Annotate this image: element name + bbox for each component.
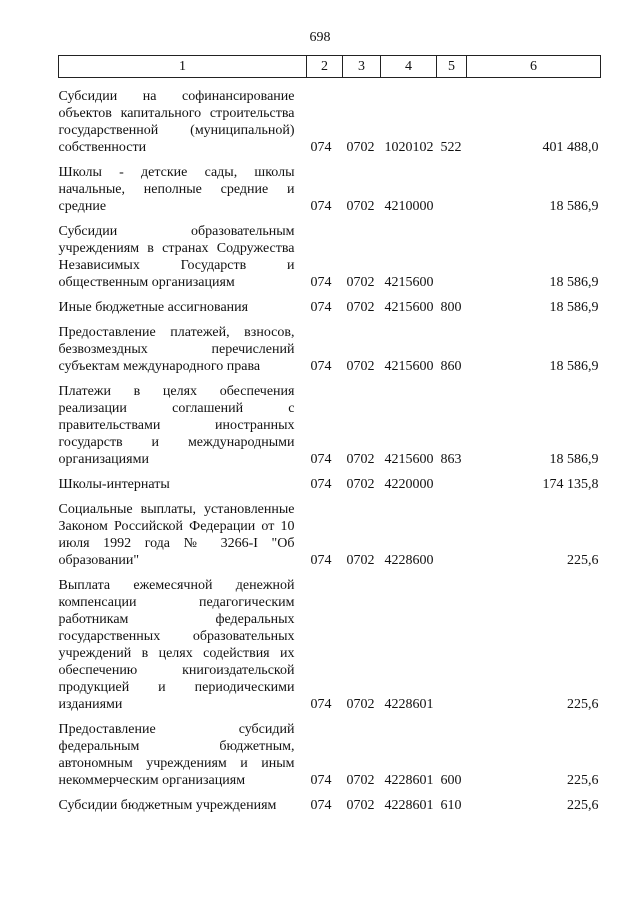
- row-amount: 401 488,0: [542, 140, 599, 155]
- row-amount: 18 586,9: [549, 275, 599, 290]
- row-amount: 18 586,9: [549, 452, 599, 467]
- row-name: Субсидии бюджетным учреждениям: [58, 798, 277, 813]
- row-name: Школы-интернаты: [58, 477, 170, 492]
- row-amount: 174 135,8: [542, 477, 599, 492]
- row-target-code: 4228601: [384, 697, 434, 712]
- row-target-code: 4228600: [384, 553, 434, 568]
- row-gr-code: 074: [310, 553, 332, 568]
- row-target-code: 4215600: [384, 452, 434, 467]
- row-target-code: 4228601: [384, 773, 434, 788]
- row-name: Иные бюджетные ассигнования: [58, 300, 249, 315]
- table-row: [59, 721, 601, 797]
- row-target-code: 4228601: [384, 798, 434, 813]
- row-section-code: 0702: [346, 199, 375, 214]
- column-header-1: 1: [59, 56, 307, 78]
- row-section-code: 0702: [346, 300, 375, 315]
- row-section-code: 0702: [346, 697, 375, 712]
- column-header-6: 6: [467, 56, 601, 78]
- budget-table: [58, 55, 601, 822]
- page-number: 698: [309, 30, 331, 45]
- row-name: Выплата ежемесячной денежной компенсации педагогическим работникам федеральных государственных образовательных учреждений в целях содействия их обеспечению книгоиздательской продукцией и периодическими изданиями: [58, 578, 295, 712]
- row-expense-type: 610: [440, 798, 462, 813]
- table-row: [59, 577, 601, 721]
- row-gr-code: 074: [310, 798, 332, 813]
- row-gr-code: 074: [310, 697, 332, 712]
- row-gr-code: 074: [310, 477, 332, 492]
- row-gr-code: 074: [310, 199, 332, 214]
- row-expense-type: [437, 223, 467, 299]
- row-expense-type: 860: [440, 359, 462, 374]
- row-name: Предоставление субсидий федеральным бюджетным, автономным учреждениям и иным некоммерческим организациям: [58, 722, 295, 788]
- row-gr-code: 074: [310, 300, 332, 315]
- table-row: [59, 299, 601, 324]
- row-target-code: 4215600: [384, 275, 434, 290]
- row-target-code: 4215600: [384, 359, 434, 374]
- row-expense-type: 522: [440, 140, 462, 155]
- row-section-code: 0702: [346, 275, 375, 290]
- column-header-2: 2: [307, 56, 343, 78]
- row-target-code: 4210000: [384, 199, 434, 214]
- row-gr-code: 074: [310, 275, 332, 290]
- row-expense-type: 863: [440, 452, 462, 467]
- row-gr-code: 074: [310, 359, 332, 374]
- table-row: [59, 383, 601, 476]
- row-section-code: 0702: [346, 798, 375, 813]
- row-section-code: 0702: [346, 452, 375, 467]
- table-header-row: [59, 56, 601, 78]
- row-name: Субсидии на софинансирование объектов капитального строительства государственной (муниципальной) собственности: [58, 89, 295, 155]
- row-expense-type: [437, 164, 467, 223]
- table-row: [59, 164, 601, 223]
- row-expense-type: 800: [440, 300, 462, 315]
- row-section-code: 0702: [346, 359, 375, 374]
- row-name: Субсидии образовательным учреждениям в странах Содружества Независимых Государств и общественным организациям: [58, 224, 295, 290]
- table-row: [59, 223, 601, 299]
- row-amount: 18 586,9: [549, 300, 599, 315]
- row-section-code: 0702: [346, 773, 375, 788]
- row-amount: 18 586,9: [549, 359, 599, 374]
- table-body: [59, 78, 601, 823]
- row-amount: 225,6: [567, 773, 599, 788]
- row-amount: 225,6: [567, 697, 599, 712]
- row-target-code: 4215600: [384, 300, 434, 315]
- row-gr-code: 074: [310, 140, 332, 155]
- column-header-5: 5: [437, 56, 467, 78]
- table-row: [59, 78, 601, 165]
- row-expense-type: [437, 501, 467, 577]
- table-row: [59, 501, 601, 577]
- row-name: Социальные выплаты, установленные Законом Российской Федерации от 10 июля 1992 года № 3266-I "Об образовании": [58, 502, 295, 568]
- column-header-4: 4: [381, 56, 437, 78]
- row-expense-type: [437, 577, 467, 721]
- row-section-code: 0702: [346, 140, 375, 155]
- row-name: Школы - детские сады, школы начальные, неполные средние и средние: [58, 165, 295, 214]
- row-name: Предоставление платежей, взносов, безвозмездных перечислений субъектам международного права: [58, 325, 295, 374]
- row-amount: 225,6: [567, 798, 599, 813]
- row-amount: 18 586,9: [549, 199, 599, 214]
- row-expense-type: 600: [440, 773, 462, 788]
- row-target-code: 1020102: [384, 140, 434, 155]
- row-gr-code: 074: [310, 773, 332, 788]
- table-row: [59, 324, 601, 383]
- row-section-code: 0702: [346, 477, 375, 492]
- table-row: [59, 797, 601, 822]
- row-target-code: 4220000: [384, 477, 434, 492]
- row-gr-code: 074: [310, 452, 332, 467]
- column-header-3: 3: [343, 56, 381, 78]
- row-expense-type: [437, 476, 467, 501]
- row-amount: 225,6: [567, 553, 599, 568]
- row-section-code: 0702: [346, 553, 375, 568]
- table-row: [59, 476, 601, 501]
- row-name: Платежи в целях обеспечения реализации соглашений с правительствами иностранных государств и международными организациями: [58, 384, 295, 467]
